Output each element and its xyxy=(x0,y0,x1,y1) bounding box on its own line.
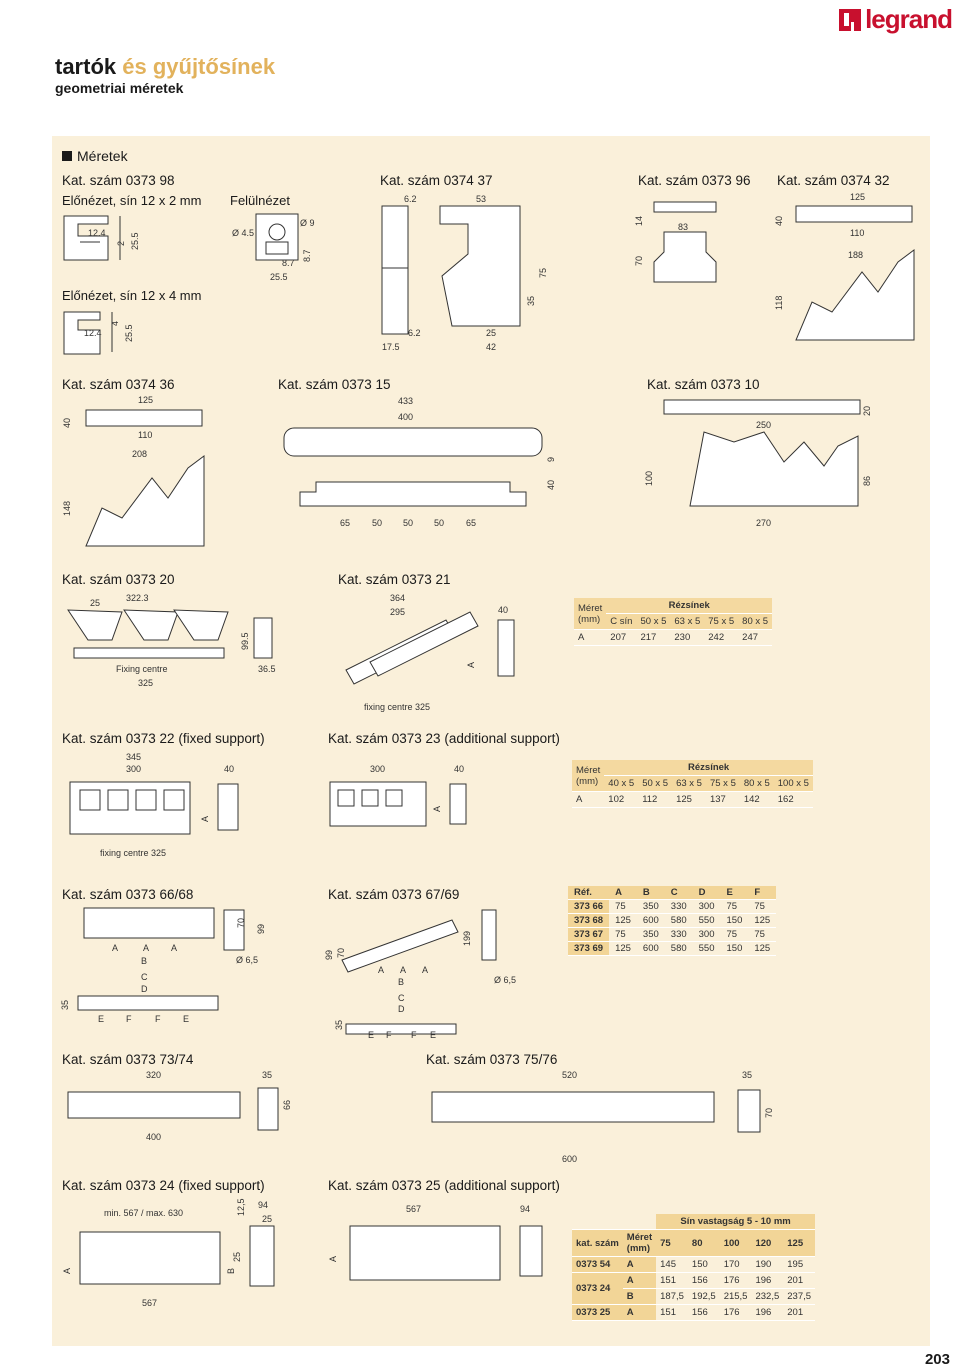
cell: 373 69 xyxy=(568,942,609,956)
dim-50-c: 50 xyxy=(434,518,445,528)
label-0373-23: Kat. szám 0373 23 (additional support) xyxy=(328,731,560,746)
dim-53: 53 xyxy=(476,194,487,204)
dim-a-3: A xyxy=(432,805,442,812)
dim-h-e1: E xyxy=(368,1030,375,1040)
th-mm: (mm) xyxy=(576,775,599,787)
label-0373-21: Kat. szám 0373 21 xyxy=(338,572,451,587)
drawing-0373-22 xyxy=(64,770,264,840)
table-row xyxy=(568,928,776,942)
label-0373-66-68: Kat. szám 0373 66/68 xyxy=(62,887,194,902)
dim-100: 100 xyxy=(644,470,654,486)
cell: 242 xyxy=(704,630,738,646)
dim-110-a: 110 xyxy=(850,228,865,238)
dim-250: 250 xyxy=(756,420,772,430)
table-0373-22 xyxy=(572,760,813,808)
cell: 75 xyxy=(748,928,776,942)
dim-567-k: 567 xyxy=(142,1298,158,1308)
label-0373-22: Kat. szám 0373 22 (fixed support) xyxy=(62,731,265,746)
label-felulnezet: Felülnézet xyxy=(230,193,290,208)
col-c-sin: C sín xyxy=(606,614,636,630)
dim-300-b: 300 xyxy=(370,764,386,774)
dim-9-b: 9 xyxy=(546,456,556,462)
th-ref: Réf. xyxy=(568,886,609,900)
cell: 190 xyxy=(751,1257,783,1273)
drawing-0374-36 xyxy=(80,400,210,550)
dim-400-a: 400 xyxy=(398,412,414,422)
cell: 192,5 xyxy=(688,1289,720,1305)
fixing-centre-label-a: Fixing centre xyxy=(116,664,168,674)
cell: 137 xyxy=(706,792,740,808)
col-75: 75 xyxy=(656,1230,688,1257)
cell: 75 xyxy=(721,900,749,914)
cell: 247 xyxy=(738,630,772,646)
th-e: E xyxy=(721,886,749,900)
cell: 600 xyxy=(637,914,665,928)
col-50x5: 50 x 5 xyxy=(638,776,672,792)
dim-a-2: A xyxy=(200,815,210,822)
cell: 373 66 xyxy=(568,900,609,914)
cell: 176 xyxy=(720,1305,752,1321)
dim-42: 42 xyxy=(486,342,497,352)
cell: 330 xyxy=(665,928,693,942)
cell: 150 xyxy=(721,942,749,956)
col-75x5: 75 x 5 xyxy=(704,614,738,630)
dim-433: 433 xyxy=(398,396,414,406)
dim-25-5-b: 25.5 xyxy=(270,272,288,282)
legrand-mark-icon xyxy=(839,9,861,31)
cell: 187,5 xyxy=(656,1289,688,1305)
label-0373-20: Kat. szám 0373 20 xyxy=(62,572,175,587)
th-kat-szam: kat. szám xyxy=(572,1230,623,1257)
th-a: A xyxy=(609,886,637,900)
cell: 145 xyxy=(656,1257,688,1273)
dim-125-b: 125 xyxy=(138,395,154,405)
cell: 156 xyxy=(688,1305,720,1321)
th-c: C xyxy=(665,886,693,900)
col-100x5: 100 x 5 xyxy=(774,776,813,792)
cell: 151 xyxy=(656,1273,688,1289)
label-0373-15: Kat. szám 0373 15 xyxy=(278,377,391,392)
dim-g-35: 35 xyxy=(60,999,70,1010)
dim-12-5: 12,5 xyxy=(236,1198,246,1216)
th-meret: Méret xyxy=(576,764,601,776)
label-0373-24: Kat. szám 0373 24 (fixed support) xyxy=(62,1178,265,1193)
dim-600: 600 xyxy=(562,1154,578,1164)
dim-14: 14 xyxy=(634,215,644,226)
dim-110-b: 110 xyxy=(138,430,153,440)
cell: 75 xyxy=(609,900,637,914)
cell: 217 xyxy=(636,630,670,646)
cell: 330 xyxy=(665,900,693,914)
drawing-0374-32 xyxy=(790,198,920,348)
cell: 142 xyxy=(740,792,774,808)
dim-400-b: 400 xyxy=(146,1132,162,1142)
cell: 0373 54 xyxy=(572,1257,623,1273)
col-120: 120 xyxy=(751,1230,783,1257)
dim-25-5-c: 25.5 xyxy=(124,324,134,342)
dim-25-k2: 25 xyxy=(232,1251,242,1262)
cell: 373 68 xyxy=(568,914,609,928)
dim-a-1: A xyxy=(466,661,476,668)
label-0373-67-69: Kat. szám 0373 67/69 xyxy=(328,887,460,902)
cell: 373 67 xyxy=(568,928,609,942)
row-label-a: A xyxy=(572,792,604,808)
label-0374-32: Kat. szám 0374 32 xyxy=(777,173,890,188)
drawing-0373-67-69 xyxy=(336,904,506,1034)
table-sin-vastagsag xyxy=(572,1214,815,1321)
dim-40-f: 40 xyxy=(454,764,465,774)
table-ref-0373-66-69 xyxy=(568,886,776,956)
drawing-0373-98-front-4 xyxy=(60,308,150,358)
dim-8-7-b: 8.7 xyxy=(302,249,312,262)
cell: A xyxy=(623,1305,656,1321)
dim-83: 83 xyxy=(678,222,689,232)
section-title: Méretek xyxy=(77,148,128,164)
page-number: 203 xyxy=(924,1351,950,1368)
dim-h-a3: A xyxy=(422,965,429,975)
dim-40-c: 40 xyxy=(546,479,556,490)
drawing-0374-37 xyxy=(370,198,560,348)
th-meret: Méret xyxy=(626,1232,653,1243)
dim-g-a1: A xyxy=(112,943,119,953)
page-title xyxy=(55,54,275,80)
table-0373-20 xyxy=(574,598,772,646)
dim-188: 188 xyxy=(848,250,864,260)
cell: 550 xyxy=(693,942,721,956)
dim-min-max: min. 567 / max. 630 xyxy=(104,1208,184,1218)
drawing-0373-73-74 xyxy=(64,1082,304,1142)
label-elonezet-12x2: Előnézet, sín 12 x 2 mm xyxy=(62,193,202,208)
cell: 195 xyxy=(783,1257,815,1273)
dim-g-b: B xyxy=(141,956,148,966)
dim-6-2-a: 6.2 xyxy=(404,194,417,204)
cell: 150 xyxy=(688,1257,720,1273)
col-80x5: 80 x 5 xyxy=(738,614,772,630)
dim-g-diameter-6-5: Ø 6,5 xyxy=(236,955,259,965)
dim-35-i: 35 xyxy=(262,1070,273,1080)
col-80x5: 80 x 5 xyxy=(740,776,774,792)
dim-345: 345 xyxy=(126,752,142,762)
dim-25-c: 25 xyxy=(90,598,101,608)
label-elonezet-12x4: Előnézet, sín 12 x 4 mm xyxy=(62,288,202,303)
label-0373-10: Kat. szám 0373 10 xyxy=(647,377,760,392)
title-part-a: tartók xyxy=(55,54,117,79)
drawing-0373-75-76 xyxy=(428,1082,788,1152)
cell: 102 xyxy=(604,792,638,808)
dim-40-e: 40 xyxy=(224,764,235,774)
dim-4: 4 xyxy=(110,320,120,326)
th-b: B xyxy=(637,886,665,900)
drawing-0373-25 xyxy=(340,1216,560,1296)
dim-20: 20 xyxy=(862,405,872,416)
cell: 125 xyxy=(748,914,776,928)
cell: 550 xyxy=(693,914,721,928)
dim-70-j: 70 xyxy=(764,1107,774,1118)
dim-94-l: 94 xyxy=(520,1204,531,1214)
dim-12-4-b: 12.4 xyxy=(84,328,102,338)
dim-diameter-4-5: Ø 4.5 xyxy=(232,228,255,238)
dim-g-70: 70 xyxy=(236,917,246,928)
fixing-centre-label-c: fixing centre 325 xyxy=(100,848,167,858)
dim-70: 70 xyxy=(634,255,644,266)
dim-g-a2: A xyxy=(143,943,150,953)
cell: 156 xyxy=(688,1273,720,1289)
dim-h-e2: E xyxy=(430,1030,437,1040)
col-75x5: 75 x 5 xyxy=(706,776,740,792)
dim-h-a1: A xyxy=(378,965,385,975)
col-80: 80 xyxy=(688,1230,720,1257)
dim-h-f2: F xyxy=(411,1030,417,1040)
dim-36-5: 36.5 xyxy=(258,664,276,674)
table-row xyxy=(568,900,776,914)
dim-35: 35 xyxy=(526,295,536,306)
drawing-0373-10 xyxy=(660,396,870,516)
dim-g-f1: F xyxy=(126,1014,132,1024)
cell: 125 xyxy=(748,942,776,956)
col-50x5: 50 x 5 xyxy=(636,614,670,630)
dim-50-b: 50 xyxy=(403,518,414,528)
th-meret: Méret xyxy=(578,602,603,614)
dim-99-5: 99.5 xyxy=(240,632,250,650)
dim-40-a: 40 xyxy=(774,215,784,226)
dim-2: 2 xyxy=(116,240,126,246)
dim-66: 66 xyxy=(282,1099,292,1110)
cell: 237,5 xyxy=(783,1289,815,1305)
dim-8-7-a: 8.7 xyxy=(282,258,295,268)
dim-g-99: 99 xyxy=(256,923,266,934)
label-0373-75-76: Kat. szám 0373 75/76 xyxy=(426,1052,558,1067)
cell: 580 xyxy=(665,942,693,956)
dim-g-e1: E xyxy=(98,1014,105,1024)
cell: A xyxy=(623,1273,656,1289)
drawing-0373-96 xyxy=(648,198,728,288)
table-row xyxy=(568,942,776,956)
dim-h-d: D xyxy=(398,1004,405,1014)
cell: 350 xyxy=(637,900,665,914)
dim-h-70: 70 xyxy=(336,947,346,958)
dim-25-5-a: 25.5 xyxy=(130,232,140,250)
th-f: F xyxy=(748,886,776,900)
cell: 350 xyxy=(637,928,665,942)
cell: 176 xyxy=(720,1273,752,1289)
dim-35-j: 35 xyxy=(742,1070,753,1080)
cell: 215,5 xyxy=(720,1289,752,1305)
table-row xyxy=(568,914,776,928)
dim-50-a: 50 xyxy=(372,518,383,528)
dim-364: 364 xyxy=(390,593,406,603)
th-rezsinek: Rézsínek xyxy=(688,762,730,773)
cell: 207 xyxy=(606,630,636,646)
th-sin-vastagsag: Sín vastagság 5 - 10 mm xyxy=(656,1214,815,1230)
dim-295: 295 xyxy=(390,607,406,617)
dim-a-k: A xyxy=(62,1267,72,1274)
cell: 112 xyxy=(638,792,672,808)
dim-b-k: B xyxy=(226,1267,236,1274)
dim-125-a: 125 xyxy=(850,192,866,202)
fixing-centre-label-b: fixing centre 325 xyxy=(364,702,431,712)
col-63x5: 63 x 5 xyxy=(670,614,704,630)
title-part-b: és gyűjtősínek xyxy=(122,54,276,79)
label-0374-36: Kat. szám 0374 36 xyxy=(62,377,175,392)
page-subtitle: geometriai méretek xyxy=(55,80,184,96)
label-0373-98: Kat. szám 0373 98 xyxy=(62,173,175,188)
th-mm: (mm) xyxy=(578,613,601,625)
dim-40-b: 40 xyxy=(62,417,72,428)
dim-322-3: 322.3 xyxy=(126,593,149,603)
cell: 0373 25 xyxy=(572,1305,623,1321)
section-heading xyxy=(62,148,128,164)
dim-g-e2: E xyxy=(183,1014,190,1024)
table-row xyxy=(572,1257,815,1273)
dim-g-f2: F xyxy=(155,1014,161,1024)
label-0374-37: Kat. szám 0374 37 xyxy=(380,173,493,188)
label-0373-73-74: Kat. szám 0373 73/74 xyxy=(62,1052,194,1067)
dim-h-99: 99 xyxy=(324,949,334,960)
dim-g-a3: A xyxy=(171,943,178,953)
cell: 196 xyxy=(751,1305,783,1321)
dim-270: 270 xyxy=(756,518,772,528)
cell: 162 xyxy=(774,792,813,808)
drawing-0373-21 xyxy=(340,600,530,700)
cell: 75 xyxy=(609,928,637,942)
cell: 580 xyxy=(665,914,693,928)
dim-567-l: 567 xyxy=(406,1204,422,1214)
dim-12-4-a: 12.4 xyxy=(88,228,106,238)
legrand-logo xyxy=(839,4,952,35)
cell: 232,5 xyxy=(751,1289,783,1305)
col-63x5: 63 x 5 xyxy=(672,776,706,792)
th-rezsinek: Rézsínek xyxy=(668,600,710,611)
dim-h-c: C xyxy=(398,993,405,1003)
cell: 125 xyxy=(609,914,637,928)
row-label-a: A xyxy=(574,630,606,646)
th-mm: (mm) xyxy=(626,1243,651,1254)
cell: 201 xyxy=(783,1305,815,1321)
dim-h-f1: F xyxy=(386,1030,392,1040)
dim-h-diameter-6-5: Ø 6,5 xyxy=(494,975,517,985)
cell: A xyxy=(623,1257,656,1273)
dim-25-k: 25 xyxy=(262,1214,273,1224)
dim-g-c: C xyxy=(141,972,148,982)
col-40x5: 40 x 5 xyxy=(604,776,638,792)
col-125: 125 xyxy=(783,1230,815,1257)
cell: 230 xyxy=(670,630,704,646)
dim-25: 25 xyxy=(486,328,497,338)
drawing-0373-23 xyxy=(328,774,478,834)
dim-118: 118 xyxy=(774,295,784,310)
dim-94-k: 94 xyxy=(258,1200,269,1210)
dim-a-l: A xyxy=(328,1255,338,1262)
square-bullet-icon xyxy=(62,151,72,161)
dim-diameter-9: Ø 9 xyxy=(300,218,315,228)
cell: 75 xyxy=(748,900,776,914)
cell: 150 xyxy=(721,914,749,928)
dim-h-b: B xyxy=(398,977,405,987)
dim-65-a: 65 xyxy=(340,518,351,528)
drawing-0373-66-68 xyxy=(64,904,264,1034)
dim-h-a2: A xyxy=(400,965,407,975)
cell: 125 xyxy=(672,792,706,808)
drawing-0373-15 xyxy=(280,420,550,530)
col-100: 100 xyxy=(720,1230,752,1257)
dim-g-d: D xyxy=(141,984,148,994)
cell: 196 xyxy=(751,1273,783,1289)
cell: B xyxy=(623,1289,656,1305)
table-row xyxy=(572,1305,815,1321)
cell: 75 xyxy=(721,928,749,942)
drawing-0373-24 xyxy=(70,1220,290,1300)
dim-h-199: 199 xyxy=(462,930,472,946)
cell: 0373 24 xyxy=(572,1273,623,1305)
dim-300-a: 300 xyxy=(126,764,142,774)
cell: 600 xyxy=(637,942,665,956)
dim-h-35: 35 xyxy=(334,1019,344,1030)
table-row xyxy=(572,1273,815,1289)
dim-17-5: 17.5 xyxy=(382,342,400,352)
dim-208: 208 xyxy=(132,449,148,459)
dim-75: 75 xyxy=(538,267,548,278)
cell: 300 xyxy=(693,928,721,942)
label-0373-25: Kat. szám 0373 25 (additional support) xyxy=(328,1178,560,1193)
cell: 170 xyxy=(720,1257,752,1273)
th-d: D xyxy=(693,886,721,900)
dim-40-d: 40 xyxy=(498,605,509,615)
dim-65-b: 65 xyxy=(466,518,477,528)
cell: 201 xyxy=(783,1273,815,1289)
drawing-0373-20 xyxy=(64,598,284,668)
dim-325: 325 xyxy=(138,678,154,688)
cell: 151 xyxy=(656,1305,688,1321)
dim-86: 86 xyxy=(862,475,872,486)
label-0373-96: Kat. szám 0373 96 xyxy=(638,173,751,188)
dim-520: 520 xyxy=(562,1070,578,1080)
brand-name: legrand xyxy=(865,4,952,34)
dim-148: 148 xyxy=(62,500,72,516)
dim-6-2-b: 6.2 xyxy=(408,328,421,338)
cell: 125 xyxy=(609,942,637,956)
dim-320: 320 xyxy=(146,1070,162,1080)
cell: 300 xyxy=(693,900,721,914)
